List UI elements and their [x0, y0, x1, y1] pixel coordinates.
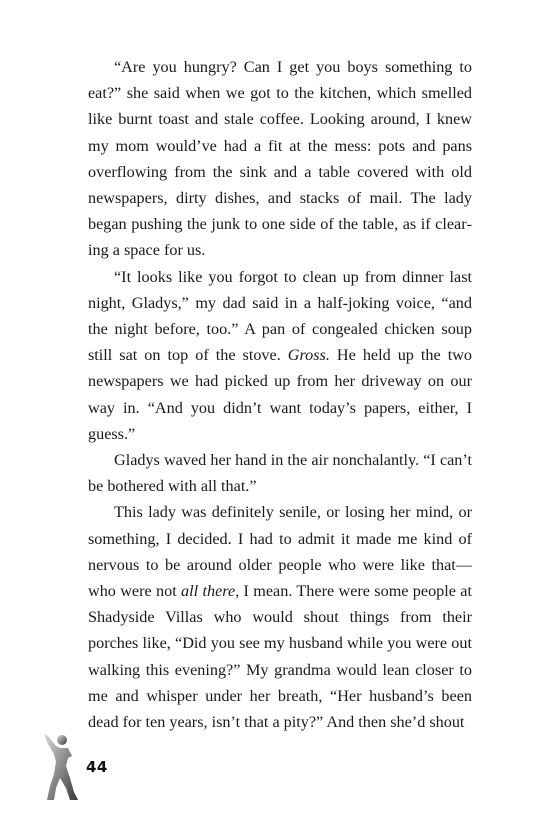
- body-text: [88, 54, 472, 735]
- paragraph: [88, 499, 472, 735]
- text-run: Gladys waved her hand in the air nonchalantly. “I can’t be bothered with all that.”: [88, 451, 472, 496]
- page-number: 44: [86, 758, 108, 776]
- dancing-figure-icon: [38, 730, 82, 802]
- text-run: I mean. There were some people at Shadyside Villas who would shout things from their porches like, “Did you see my husband while you were out walking this evening?” My grandma would lean closer to me and whisper under her breath, “Her husband’s been dead for ten years, isn’t that a pity?” And then she’d shout: [88, 582, 472, 732]
- italic-text: all there,: [181, 582, 240, 601]
- text-run: “It looks like you forgot to clean up from dinner last night, Gladys,” my dad said in a half-joking voice, “and the night before, too.” A pan of congealed chicken soup still sat on top of the stove.: [88, 267, 472, 365]
- paragraph: [88, 264, 472, 447]
- text-run: He held up the two newspapers we had picked up from her driveway on our way in. “And you didn’t want today’s papers, either, I guess.”: [88, 346, 472, 443]
- text-run: “Are you hungry? Can I get you boys something to eat?” she said when we got to the kitchen, which smelled like burnt toast and stale coffee. Looking around, I knew my mom would’ve had a fit at the mess: pots and pans overflowing from the sink and a table covered with old newspapers, dirty dishes, and stacks of mail. The lady began pushing the junk to one side of the table, as if clearing a space for us.: [88, 58, 472, 260]
- text-run: This lady was definitely senile, or losing her mind, or something, I decided. I had to admit it made me kind of nervous to be around older people who were like that—who were not: [88, 503, 472, 601]
- italic-text: Gross.: [287, 346, 330, 365]
- paragraph: [88, 54, 472, 264]
- page-footer: [38, 730, 158, 802]
- paragraph: [88, 447, 472, 499]
